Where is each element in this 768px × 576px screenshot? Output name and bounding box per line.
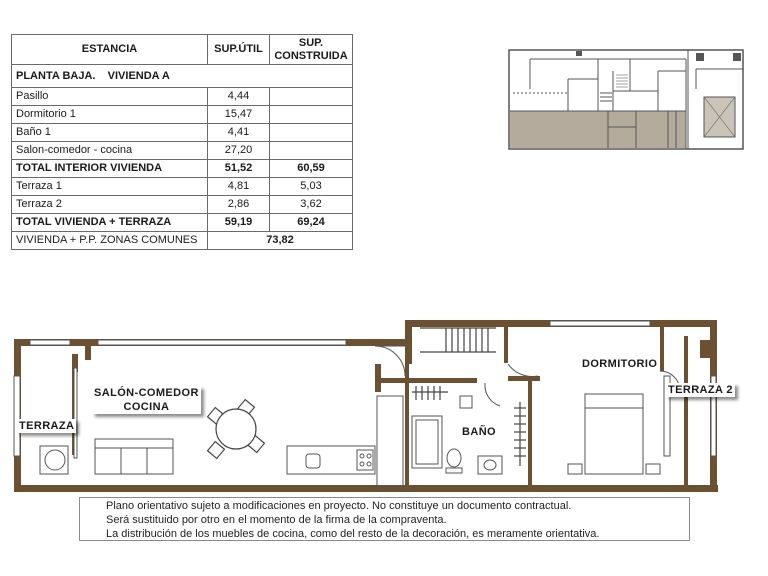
- table-row-total: [12, 214, 353, 232]
- surface-table: [11, 34, 353, 250]
- key-plan-column: [696, 53, 704, 61]
- header-room: ESTANCIA: [12, 35, 208, 65]
- row-useful: 2,86: [208, 196, 270, 214]
- row-built: [270, 106, 353, 124]
- row-useful: 27,20: [208, 142, 270, 160]
- key-plan-column: [733, 53, 741, 61]
- label-dormitorio: DORMITORIO: [582, 358, 658, 370]
- label-terraza-2: TERRAZA 2: [668, 384, 733, 396]
- table-row: [12, 88, 353, 106]
- row-built: [270, 142, 353, 160]
- row-name: Terraza 1: [12, 178, 208, 196]
- section-row: [12, 65, 353, 88]
- label-bano: BAÑO: [462, 426, 496, 438]
- key-plan-column: [576, 51, 582, 56]
- row-name: TOTAL VIVIENDA + TERRAZA: [12, 214, 208, 232]
- row-name: Baño 1: [12, 124, 208, 142]
- label-salon-comedor: [92, 386, 201, 414]
- row-useful: 59,19: [208, 214, 270, 232]
- table-row: [12, 106, 353, 124]
- row-name: Terraza 2: [12, 196, 208, 214]
- row-built: 69,24: [270, 214, 353, 232]
- label-terraza: TERRAZA: [19, 420, 75, 432]
- dining-table: [208, 400, 265, 459]
- table-row: [12, 196, 353, 214]
- row-name: Salon-comedor - cocina: [12, 142, 208, 160]
- row-built: [270, 124, 353, 142]
- row-name: Dormitorio 1: [12, 106, 208, 124]
- header-built-line1: SUP.: [298, 36, 324, 49]
- bed: [568, 394, 660, 474]
- washing-machine: [40, 446, 68, 474]
- table-row: [12, 178, 353, 196]
- table-row: [12, 142, 353, 160]
- section-title: PLANTA BAJA. VIVIENDA A: [12, 65, 353, 88]
- row-name: Pasillo: [12, 88, 208, 106]
- row-name: TOTAL INTERIOR VIVIENDA: [12, 160, 208, 178]
- key-plan-highlight-unit: [510, 111, 686, 148]
- label-salon-line2: COCINA: [123, 401, 170, 413]
- table-header-row: [12, 35, 353, 65]
- table-row-common: [12, 232, 353, 250]
- kitchen-counter: [287, 396, 403, 486]
- row-built: 60,59: [270, 160, 353, 178]
- row-useful: 4,44: [208, 88, 270, 106]
- disclaimer-line-1: Plano orientativo sujeto a modificaciones en proyecto. No constituye un documento contractual.: [106, 500, 572, 512]
- disclaimer-line-3: La distribución de los muebles de cocina, como del resto de la decoración, es meramente orientativa.: [106, 528, 600, 540]
- row-useful: 15,47: [208, 106, 270, 124]
- table-row-total: [12, 160, 353, 178]
- row-useful: 4,81: [208, 178, 270, 196]
- table-row: [12, 124, 353, 142]
- row-name: VIVIENDA + P.P. ZONAS COMUNES: [12, 232, 208, 250]
- header-built: [270, 35, 353, 65]
- row-built: 5,03: [270, 178, 353, 196]
- disclaimer-box: [79, 497, 690, 541]
- row-useful: 51,52: [208, 160, 270, 178]
- header-built-line2: CONSTRUIDA: [274, 49, 348, 62]
- label-salon-line1: SALÓN-COMEDOR: [94, 387, 199, 399]
- row-common-total: 73,82: [208, 232, 353, 250]
- sofa: [95, 439, 173, 474]
- disclaimer-line-2: Será sustituido por otro en el momento de la firma de la compraventa.: [106, 514, 447, 526]
- row-built: 3,62: [270, 196, 353, 214]
- row-built: [270, 88, 353, 106]
- key-plan-thumbnail: [508, 49, 746, 153]
- header-useful: SUP.ÚTIL: [208, 35, 270, 65]
- row-useful: 4,41: [208, 124, 270, 142]
